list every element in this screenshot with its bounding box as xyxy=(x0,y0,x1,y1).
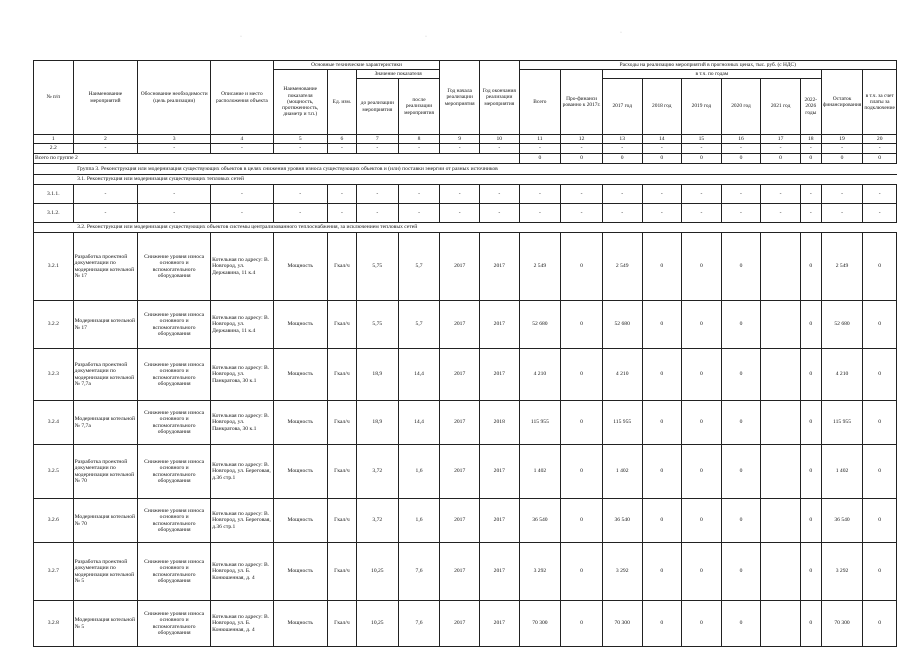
table-cell: - xyxy=(761,185,801,204)
cell-y2019: 0 xyxy=(682,233,722,301)
investment-program-table xyxy=(33,60,897,647)
column-number: 4 xyxy=(211,135,274,144)
cell-incl: 0 xyxy=(863,601,897,647)
cell-y2020: 0 xyxy=(721,233,761,301)
table-cell: - xyxy=(863,204,897,223)
header-year-2021: 2021 год xyxy=(761,79,801,135)
table-cell: - xyxy=(440,204,480,223)
cell-y2018: 0 xyxy=(642,301,682,349)
cell-y2019: 0 xyxy=(682,601,722,647)
cell-param: Мощность xyxy=(273,499,327,543)
cell-param: Мощность xyxy=(273,401,327,445)
cell-param: Мощность xyxy=(273,233,327,301)
table-cell: - xyxy=(800,204,821,223)
cell-pre: 0 xyxy=(561,499,603,543)
column-number: 20 xyxy=(863,135,897,144)
cell-y2017: 52 680 xyxy=(602,301,642,349)
group2-total-value: 0 xyxy=(519,154,561,164)
header-year-2020: 2020 год xyxy=(721,79,761,135)
table-cell: - xyxy=(440,185,480,204)
table-cell: - xyxy=(211,144,274,154)
cell-no: 3.2.8 xyxy=(34,601,74,647)
table-cell: - xyxy=(821,144,863,154)
cell-incl: 0 xyxy=(863,233,897,301)
header-year-2019: 2019 год xyxy=(682,79,722,135)
cell-before: 10,25 xyxy=(356,601,398,647)
cell-y2018: 0 xyxy=(642,233,682,301)
cell-ys: 2017 xyxy=(440,601,480,647)
header-year-end: Год окончания реализации мероприятия xyxy=(479,61,519,135)
cell-y2019: 0 xyxy=(682,349,722,401)
column-number: 15 xyxy=(682,135,722,144)
table-cell: 3.1.2. xyxy=(34,204,74,223)
cell-name: Модернизация котельной № 5 xyxy=(73,601,138,647)
cell-pre: 0 xyxy=(561,349,603,401)
table-cell: - xyxy=(356,185,398,204)
table-cell: - xyxy=(398,204,440,223)
column-number: 6 xyxy=(327,135,356,144)
column-number: 18 xyxy=(800,135,821,144)
cell-y2017: 3 292 xyxy=(602,543,642,601)
cell-place: Котельная по адресу: В. Новгород, ул. Панкратова, 30 к.1 xyxy=(211,401,274,445)
table-cell: - xyxy=(721,204,761,223)
cell-y2018: 0 xyxy=(642,401,682,445)
cell-place: Котельная по адресу: В. Новгород, ул. Панкратова, 30 к.1 xyxy=(211,349,274,401)
table-cell: - xyxy=(642,204,682,223)
cell-param: Мощность xyxy=(273,445,327,499)
table-cell: - xyxy=(642,144,682,154)
cell-unit: Гкал/ч xyxy=(327,401,356,445)
cell-before: 5,75 xyxy=(356,301,398,349)
scan-dot: · xyxy=(620,30,622,36)
cell-incl: 0 xyxy=(863,543,897,601)
cell-after: 7,6 xyxy=(398,543,440,601)
cell-y2017: 115 955 xyxy=(602,401,642,445)
header-param: Наименование показателя (мощность, протяженность, диаметр и т.п.) xyxy=(273,70,327,135)
cell-y2020: 0 xyxy=(721,349,761,401)
cell-after: 1,6 xyxy=(398,445,440,499)
table-cell: - xyxy=(519,185,561,204)
column-number: 13 xyxy=(602,135,642,144)
cell-param: Мощность xyxy=(273,349,327,401)
cell-place: Котельная по адресу: В. Новгород, ул. Державина, 11 к.4 xyxy=(211,233,274,301)
table-cell: - xyxy=(73,204,138,223)
cell-y2021 xyxy=(761,349,801,401)
cell-reason: Снижение уровня износа основного и вспомогательного оборудования xyxy=(138,543,211,601)
cell-ye: 2017 xyxy=(479,445,519,499)
cell-y2022: 0 xyxy=(800,301,821,349)
table-cell: - xyxy=(356,204,398,223)
table-cell: - xyxy=(479,204,519,223)
cell-after: 5,7 xyxy=(398,233,440,301)
cell-rem: 115 955 xyxy=(821,401,863,445)
cell-rem: 3 292 xyxy=(821,543,863,601)
cell-y2020: 0 xyxy=(721,445,761,499)
table-cell: - xyxy=(800,144,821,154)
cell-ye: 2018 xyxy=(479,401,519,445)
group3-title: Группа 3. Реконструкция или модернизация существующих объектов в целях снижения уровня износа существующих объектов и (или) поставки энергии от разных источников xyxy=(73,164,896,175)
cell-before: 3,72 xyxy=(356,445,398,499)
table-cell: - xyxy=(327,144,356,154)
table-cell: - xyxy=(356,144,398,154)
table-cell: - xyxy=(863,185,897,204)
cell-name: Модернизация котельной № 70 xyxy=(73,499,138,543)
table-cell: - xyxy=(761,144,801,154)
header-name: Наименование мероприятий xyxy=(73,61,138,135)
table-cell: - xyxy=(561,185,603,204)
cell-no: 3.2.5 xyxy=(34,445,74,499)
cell-rem: 52 680 xyxy=(821,301,863,349)
section-3-1-title: 3.1. Реконструкция или модернизация существующих тепловых сетей xyxy=(73,175,896,185)
cell-after: 5,7 xyxy=(398,301,440,349)
cell-rem: 2 549 xyxy=(821,233,863,301)
group2-total-value: 0 xyxy=(682,154,722,164)
table-cell: 3.1.1. xyxy=(34,185,74,204)
table-cell: - xyxy=(273,185,327,204)
cell-pre: 0 xyxy=(561,543,603,601)
table-cell: - xyxy=(479,185,519,204)
cell-ye: 2017 xyxy=(479,233,519,301)
cell-y2021 xyxy=(761,543,801,601)
cell-y2019: 0 xyxy=(682,445,722,499)
cell-reason: Снижение уровня износа основного и вспомогательного оборудования xyxy=(138,349,211,401)
cell-no: 3.2.1 xyxy=(34,233,74,301)
header-place: Описание и место расположения объекта xyxy=(211,61,274,135)
header-year-start: Год начала реализации мероприятия xyxy=(440,61,480,135)
cell-unit: Гкал/ч xyxy=(327,301,356,349)
table-cell: - xyxy=(398,185,440,204)
cell-reason: Снижение уровня износа основного и вспомогательного оборудования xyxy=(138,601,211,647)
cell-before: 18,9 xyxy=(356,401,398,445)
cell-name: Разработка проектной документации по модернизации котельной № 70 xyxy=(73,445,138,499)
header-before: до реализации мероприятия xyxy=(356,79,398,135)
group2-total-value: 0 xyxy=(561,154,603,164)
header-prefinanced: Про-финанси рованно к 2017г. xyxy=(561,70,603,135)
cell-after: 1,6 xyxy=(398,499,440,543)
cell-ys: 2017 xyxy=(440,543,480,601)
table-cell: - xyxy=(602,144,642,154)
column-number: 5 xyxy=(273,135,327,144)
cell-y2021 xyxy=(761,445,801,499)
cell-y2022: 0 xyxy=(800,401,821,445)
cell-unit: Гкал/ч xyxy=(327,233,356,301)
cell-y2022: 0 xyxy=(800,445,821,499)
cell-param: Мощность xyxy=(273,543,327,601)
table-cell: - xyxy=(138,185,211,204)
cell-y2020: 0 xyxy=(721,601,761,647)
cell-reason: Снижение уровня износа основного и вспомогательного оборудования xyxy=(138,499,211,543)
cell-name: Разработка проектной документации по модернизации котельной № 7,7а xyxy=(73,349,138,401)
column-number: 10 xyxy=(479,135,519,144)
cell-y2021 xyxy=(761,301,801,349)
cell-ye: 2017 xyxy=(479,301,519,349)
column-number: 14 xyxy=(642,135,682,144)
cell-y2018: 0 xyxy=(642,445,682,499)
table-row xyxy=(34,301,897,349)
table-cell: - xyxy=(863,144,897,154)
table-cell: - xyxy=(327,204,356,223)
cell-unit: Гкал/ч xyxy=(327,499,356,543)
table-cell: - xyxy=(682,144,722,154)
header-no: № п/п xyxy=(34,61,74,135)
table-cell: - xyxy=(273,204,327,223)
header-after: после реализации мероприятия xyxy=(398,79,440,135)
cell-total: 4 210 xyxy=(519,349,561,401)
cell-after: 14,4 xyxy=(398,349,440,401)
cell-ys: 2017 xyxy=(440,349,480,401)
cell-total: 70 300 xyxy=(519,601,561,647)
cell-unit: Гкал/ч xyxy=(327,601,356,647)
cell-y2017: 4 210 xyxy=(602,349,642,401)
group2-total-value: 0 xyxy=(721,154,761,164)
cell-place: Котельная по адресу: В. Новгород, ул. Береговая, д.36 стр.1 xyxy=(211,499,274,543)
column-number: 1 xyxy=(34,135,74,144)
table-row xyxy=(34,543,897,601)
table-cell: - xyxy=(327,185,356,204)
cell-pre: 0 xyxy=(561,601,603,647)
header-unit: Ед. изм. xyxy=(327,70,356,135)
section-spacer xyxy=(34,164,74,175)
cell-y2017: 36 540 xyxy=(602,499,642,543)
cell-no: 3.2.7 xyxy=(34,543,74,601)
table-cell: - xyxy=(800,185,821,204)
table-cell: - xyxy=(682,204,722,223)
column-number: 7 xyxy=(356,135,398,144)
table-cell: - xyxy=(602,204,642,223)
cell-y2018: 0 xyxy=(642,349,682,401)
table-cell: - xyxy=(682,185,722,204)
cell-place: Котельная по адресу: В. Новгород, ул. Б. Конюшенная, д. 4 xyxy=(211,601,274,647)
header-total: Всего xyxy=(519,70,561,135)
cell-y2021 xyxy=(761,499,801,543)
table-cell: - xyxy=(138,144,211,154)
header-indicator-values: Значение показателя xyxy=(356,70,439,79)
cell-pre: 0 xyxy=(561,301,603,349)
cell-ys: 2017 xyxy=(440,401,480,445)
cell-y2018: 0 xyxy=(642,601,682,647)
group2-total-label: Всего по группе 2 xyxy=(34,154,520,164)
cell-y2017: 70 300 xyxy=(602,601,642,647)
table-cell: - xyxy=(602,185,642,204)
cell-y2019: 0 xyxy=(682,499,722,543)
header-reason: Обоснование необходимости (цель реализации) xyxy=(138,61,211,135)
cell-total: 2 549 xyxy=(519,233,561,301)
cell-y2022: 0 xyxy=(800,349,821,401)
table-row xyxy=(34,445,897,499)
table-cell: - xyxy=(821,204,863,223)
table-cell: - xyxy=(73,185,138,204)
column-number: 8 xyxy=(398,135,440,144)
cell-y2018: 0 xyxy=(642,543,682,601)
cell-incl: 0 xyxy=(863,349,897,401)
cell-name: Разработка проектной документации по модернизации котельной № 5 xyxy=(73,543,138,601)
header-remaining: Остаток финансирования xyxy=(821,70,863,135)
cell-y2020: 0 xyxy=(721,301,761,349)
cell-y2021 xyxy=(761,401,801,445)
cell-y2022: 0 xyxy=(800,543,821,601)
table-cell: - xyxy=(561,204,603,223)
cell-y2022: 0 xyxy=(800,499,821,543)
cell-ye: 2017 xyxy=(479,543,519,601)
cell-y2021 xyxy=(761,233,801,301)
cell-unit: Гкал/ч xyxy=(327,445,356,499)
column-number: 3 xyxy=(138,135,211,144)
cell-no: 3.2.4 xyxy=(34,401,74,445)
cell-ys: 2017 xyxy=(440,445,480,499)
table-row xyxy=(34,233,897,301)
cell-rem: 4 210 xyxy=(821,349,863,401)
cell-total: 3 292 xyxy=(519,543,561,601)
cell-param: Мощность xyxy=(273,301,327,349)
cell-no: 3.2.6 xyxy=(34,499,74,543)
cell-no: 3.2.3 xyxy=(34,349,74,401)
cell-total: 36 540 xyxy=(519,499,561,543)
cell-unit: Гкал/ч xyxy=(327,543,356,601)
cell-y2020: 0 xyxy=(721,401,761,445)
cell-reason: Снижение уровня износа основного и вспомогательного оборудования xyxy=(138,401,211,445)
cell-incl: 0 xyxy=(863,445,897,499)
cell-rem: 70 300 xyxy=(821,601,863,647)
header-incl: в т.ч. за счет платы за подключение xyxy=(863,70,897,135)
cell-ys: 2017 xyxy=(440,499,480,543)
group2-total-value: 0 xyxy=(761,154,801,164)
section-spacer xyxy=(34,175,74,185)
table-cell: 2.2 xyxy=(34,144,74,154)
cell-before: 18,9 xyxy=(356,349,398,401)
cell-y2017: 1 402 xyxy=(602,445,642,499)
scan-dot: · xyxy=(240,34,242,40)
column-number: 9 xyxy=(440,135,480,144)
table-row xyxy=(34,349,897,401)
column-number: 19 xyxy=(821,135,863,144)
table-row xyxy=(34,499,897,543)
cell-y2018: 0 xyxy=(642,499,682,543)
cell-y2022: 0 xyxy=(800,233,821,301)
cell-name: Разработка проектной документации по модернизации котельной № 17 xyxy=(73,233,138,301)
cell-place: Котельная по адресу: В. Новгород, ул. Б. Конюшенная, д. 4 xyxy=(211,543,274,601)
cell-after: 14,4 xyxy=(398,401,440,445)
table-cell: - xyxy=(273,144,327,154)
cell-ye: 2017 xyxy=(479,349,519,401)
table-cell: - xyxy=(440,144,480,154)
cell-reason: Снижение уровня износа основного и вспомогательного оборудования xyxy=(138,233,211,301)
cell-rem: 36 540 xyxy=(821,499,863,543)
cell-name: Модернизация котельной № 7,7а xyxy=(73,401,138,445)
column-number: 17 xyxy=(761,135,801,144)
cell-pre: 0 xyxy=(561,445,603,499)
cell-before: 10,25 xyxy=(356,543,398,601)
column-number: 16 xyxy=(721,135,761,144)
cell-total: 1 402 xyxy=(519,445,561,499)
cell-total: 115 955 xyxy=(519,401,561,445)
table-cell: - xyxy=(821,185,863,204)
group2-total-value: 0 xyxy=(863,154,897,164)
group2-total-value: 0 xyxy=(800,154,821,164)
cell-before: 3,72 xyxy=(356,499,398,543)
cell-y2022: 0 xyxy=(800,601,821,647)
cell-param: Мощность xyxy=(273,601,327,647)
table-row xyxy=(34,401,897,445)
table-cell: - xyxy=(642,185,682,204)
cell-pre: 0 xyxy=(561,401,603,445)
scan-dot: · xyxy=(425,34,427,40)
cell-y2020: 0 xyxy=(721,499,761,543)
table-cell: - xyxy=(561,144,603,154)
cell-total: 52 680 xyxy=(519,301,561,349)
table-cell: - xyxy=(519,204,561,223)
header-main-chars: Основные технические характеристики xyxy=(273,61,440,70)
column-number: 11 xyxy=(519,135,561,144)
section-3-2-title: 3.2. Реконструкция или модернизация существующих объектов системы централизованного теплоснабжения, за исключением тепловых сетей xyxy=(73,223,896,233)
cell-y2019: 0 xyxy=(682,543,722,601)
table-cell: - xyxy=(721,185,761,204)
cell-incl: 0 xyxy=(863,499,897,543)
cell-place: Котельная по адресу: В. Новгород, ул. Державина, 11 к.4 xyxy=(211,301,274,349)
table-cell: - xyxy=(519,144,561,154)
cell-place: Котельная по адресу: В. Новгород, ул. Береговая, д.36 стр.1 xyxy=(211,445,274,499)
cell-y2019: 0 xyxy=(682,301,722,349)
cell-incl: 0 xyxy=(863,401,897,445)
group2-total-value: 0 xyxy=(642,154,682,164)
group2-total-value: 0 xyxy=(821,154,863,164)
column-number: 12 xyxy=(561,135,603,144)
cell-rem: 1 402 xyxy=(821,445,863,499)
cell-pre: 0 xyxy=(561,233,603,301)
cell-ys: 2017 xyxy=(440,233,480,301)
section-spacer xyxy=(34,223,74,233)
header-year-2022-2026: 2022-2026 годы xyxy=(800,79,821,135)
cell-unit: Гкал/ч xyxy=(327,349,356,401)
cell-reason: Снижение уровня износа основного и вспомогательного оборудования xyxy=(138,301,211,349)
cell-before: 5,75 xyxy=(356,233,398,301)
table-cell: - xyxy=(138,204,211,223)
cell-no: 3.2.2 xyxy=(34,301,74,349)
header-year-2017: 2017 год xyxy=(602,79,642,135)
cell-y2020: 0 xyxy=(721,543,761,601)
cell-reason: Снижение уровня износа основного и вспомогательного оборудования xyxy=(138,445,211,499)
table-cell: - xyxy=(211,204,274,223)
table-cell: - xyxy=(761,204,801,223)
table-cell: - xyxy=(721,144,761,154)
table-cell: - xyxy=(211,185,274,204)
cell-after: 7,6 xyxy=(398,601,440,647)
column-number: 2 xyxy=(73,135,138,144)
cell-y2017: 2 549 xyxy=(602,233,642,301)
header-year-2018: 2018 год xyxy=(642,79,682,135)
cell-ye: 2017 xyxy=(479,499,519,543)
cell-incl: 0 xyxy=(863,301,897,349)
cell-ye: 2017 xyxy=(479,601,519,647)
table-cell: - xyxy=(398,144,440,154)
table-cell: - xyxy=(479,144,519,154)
table-cell: - xyxy=(73,144,138,154)
cell-ys: 2017 xyxy=(440,301,480,349)
group2-total-value: 0 xyxy=(602,154,642,164)
cell-name: Модернизация котельной № 17 xyxy=(73,301,138,349)
header-by-years: в т.ч. по годам xyxy=(602,70,821,79)
cell-y2019: 0 xyxy=(682,401,722,445)
header-expenses: Расходы на реализацию мероприятий в прогнозных ценах, тыс. руб. (с НДС) xyxy=(519,61,896,70)
